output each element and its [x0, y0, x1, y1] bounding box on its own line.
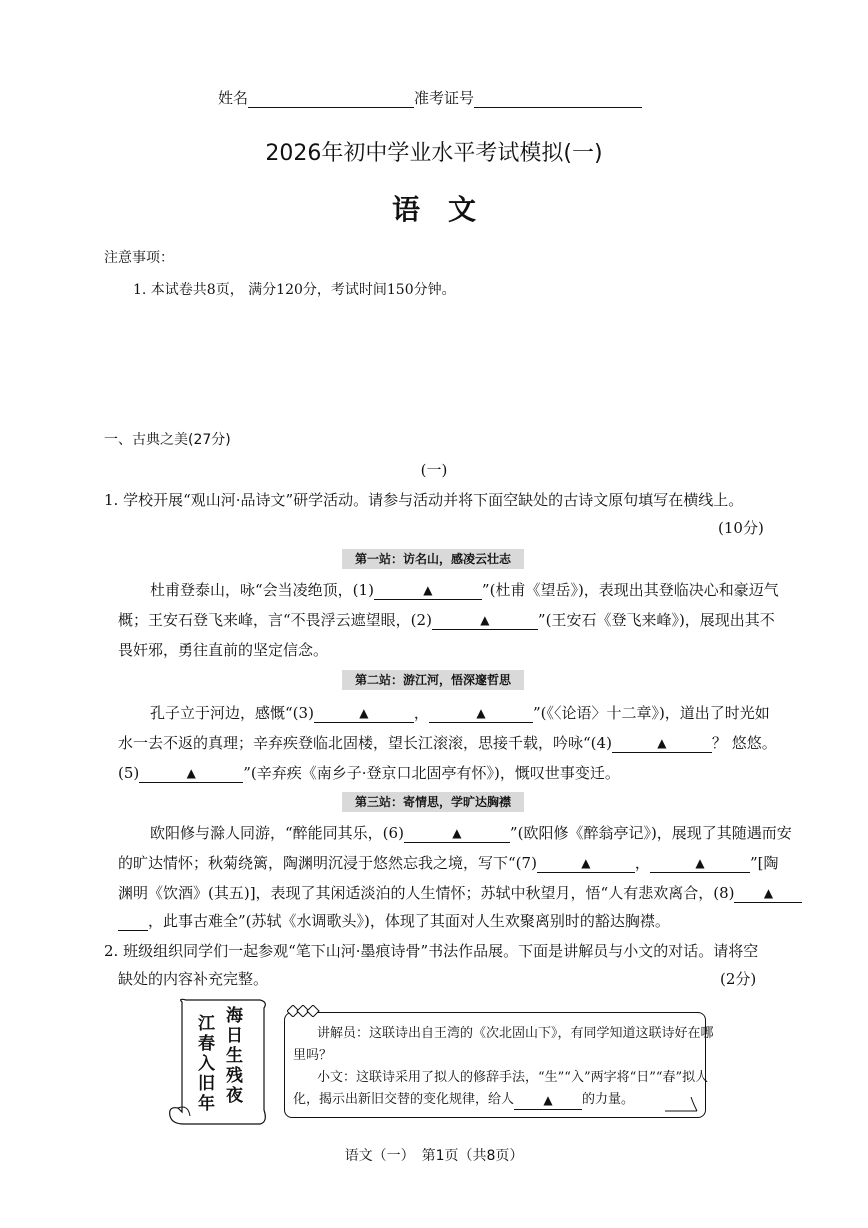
scroll-column-left: 江春入旧年 — [198, 1014, 215, 1114]
poem-line: 概；王安石登飞来峰，言“不畏浮云遮望眼，(2) ▲ ”(王安石《登飞来峰》)，展现出其不 — [118, 611, 775, 629]
q1-prompt: 1. 学校开展“观山河·品诗文”研学活动。请参与活动并将下面空缺处的古诗文原句填写在横线上。 — [104, 491, 744, 509]
q2-prompt-line2: 缺处的内容补充完整。 — [118, 970, 269, 988]
blank-4[interactable]: ▲ — [612, 733, 712, 753]
poem-line: 渊明《饮酒》(其五)]，表现了其闲适淡泊的人生情怀；苏轼中秋望月，悟“人有悲欢离合，(8) ▲ — [118, 883, 802, 903]
station-2-banner: 第二站：游江河，悟深邃哲思 — [342, 670, 524, 690]
blank-7a[interactable]: ▲ — [537, 853, 635, 873]
name-input-line[interactable] — [248, 91, 414, 108]
q2-score: (2分) — [720, 970, 757, 988]
blank-2[interactable]: ▲ — [432, 610, 538, 630]
dialogue-line-3: 小文：这联诗采用了拟人的修辞手法，“生”“入”两字将“日”“春”拟人 — [317, 1070, 709, 1085]
exam-title: 2026年初中学业水平考试模拟(一) — [265, 141, 603, 166]
blank-q2[interactable]: ▲ — [514, 1092, 582, 1110]
blank-8b[interactable] — [118, 930, 148, 931]
name-label: 姓名 — [218, 89, 249, 107]
diamond-decoration-icon — [287, 1005, 337, 1017]
poem-line: (5) ▲ ”(辛弃疾《南乡子·登京口北固亭有怀》)，慨叹世事变迁。 — [118, 764, 620, 782]
poem-line: 水一去不返的真理；辛弃疾登临北固楼，望长江滚滚，思接千载，吟咏“(4) ▲ ？ 悠悠。 — [118, 734, 777, 752]
blank-3b[interactable]: ▲ — [429, 703, 533, 723]
blank-3a[interactable]: ▲ — [314, 703, 414, 723]
id-input-line[interactable] — [474, 91, 642, 108]
station-3-banner: 第三站：寄情思，学旷达胸襟 — [342, 792, 524, 812]
poem-line: 杜甫登泰山，咏“会当凌绝顶，(1) ▲ ”(杜甫《望岳》)，表现出其登临决心和豪迈气 — [150, 581, 779, 599]
notice-item-1: 1. 本试卷共8页， 满分120分，考试时间150分钟。 — [133, 282, 456, 298]
subject-title: 语 文 — [391, 193, 476, 226]
poem-line: 孔子立于河边，感慨“(3) ▲ ， ▲ ”(《〈论语〉十二章》)，道出了时光如 — [150, 704, 770, 722]
station-1-banner: 第一站：访名山，感凌云壮志 — [342, 549, 524, 569]
name-field — [218, 88, 642, 108]
dialogue-line-1: 讲解员：这联诗出自王湾的《次北固山下》，有同学知道这联诗好在哪 — [317, 1026, 714, 1041]
scroll-column-right: 海日生残夜 — [226, 1006, 243, 1106]
blank-5[interactable]: ▲ — [139, 763, 243, 783]
blank-7b[interactable]: ▲ — [650, 853, 750, 873]
calligraphy-scroll — [164, 998, 272, 1128]
page-curl-icon — [663, 1097, 699, 1113]
dialogue-box — [284, 1012, 714, 1118]
blank-8a[interactable]: ▲ — [734, 883, 802, 903]
scroll-shape-icon — [164, 998, 272, 1128]
poem-line: 欧阳修与滁人同游，“醉能同其乐，(6) ▲ ”(欧阳修《醉翁亭记》)，展现了其随遇而安 — [150, 824, 792, 842]
blank-6[interactable]: ▲ — [404, 823, 510, 843]
section-sub: (一) — [420, 461, 448, 479]
section-heading: 一、古典之美(27分) — [104, 432, 231, 448]
poem-line: ，此事古难全”(苏轼《水调歌头》)，体现了其面对人生欢聚离别时的豁达胸襟。 — [118, 911, 670, 931]
q2-prompt-line1: 2. 班级组织同学们一起参观“笔下山河·墨痕诗骨”书法作品展。下面是讲解员与小文的对话。请将空 — [104, 942, 759, 960]
q1-score: (10分) — [718, 519, 764, 537]
blank-1[interactable]: ▲ — [374, 580, 482, 600]
poem-line: 的旷达情怀；秋菊绕篱，陶渊明沉浸于悠然忘我之境，写下“(7) ▲ ， ▲ ”[陶 — [118, 854, 779, 872]
id-label: 准考证号 — [414, 89, 475, 107]
dialogue-line-2: 里吗？ — [293, 1048, 333, 1063]
notice-label: 注意事项： — [104, 250, 174, 266]
page-footer: 语文（一） 第1页（共8页） — [344, 1148, 524, 1164]
dialogue-line-4: 化，揭示出新旧交替的变化规律，给人 ▲ 的力量。 — [293, 1090, 634, 1110]
poem-line: 畏奸邪，勇往直前的坚定信念。 — [118, 641, 329, 659]
